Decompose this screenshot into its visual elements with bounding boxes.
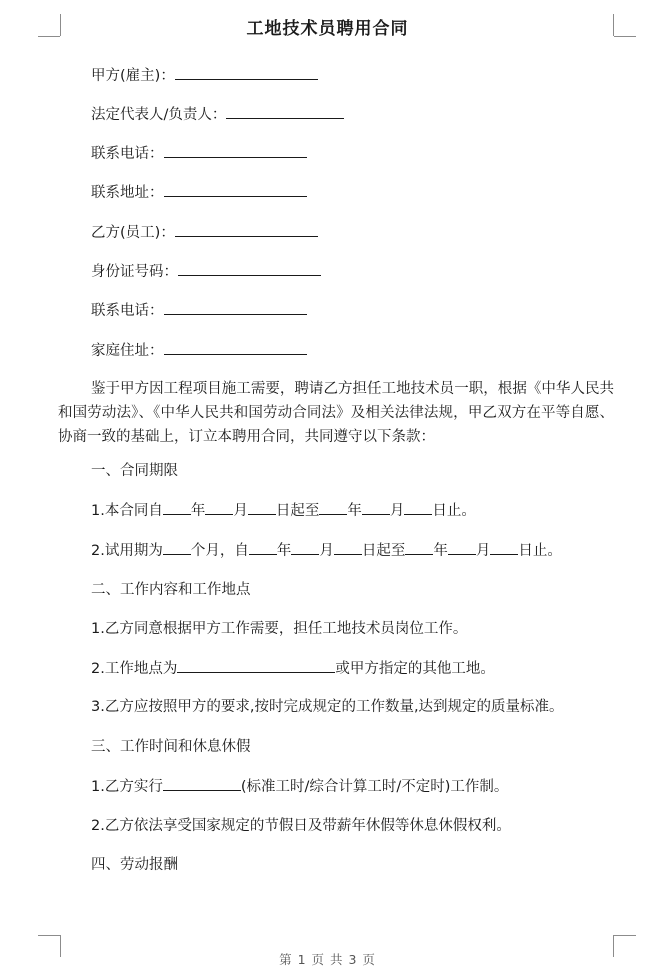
- party-b-blank[interactable]: [175, 222, 318, 237]
- probation-start-month-blank[interactable]: [291, 540, 319, 555]
- clause-1-2: [91, 540, 562, 561]
- clause-3-1: [91, 776, 508, 797]
- address-a-label: 联系地址：: [91, 185, 164, 201]
- clause-1-1: [91, 500, 476, 521]
- clause-1-1-text: 日起至: [275, 503, 320, 519]
- clause-2-2-text: 2.工作地点为: [91, 661, 178, 677]
- legal-rep-label: 法定代表人/负责人：: [91, 107, 227, 123]
- clause-1-2-text: 个月，自: [190, 543, 249, 559]
- clause-1-2-text: 日止。: [518, 543, 562, 559]
- end-month-blank[interactable]: [362, 500, 390, 515]
- clause-1-2-text: 2.试用期为: [91, 543, 163, 559]
- phone-b-blank[interactable]: [164, 300, 307, 315]
- clause-2-3: 3.乙方应按照甲方的要求,按时完成规定的工作数量,达到规定的质量标准。: [91, 699, 564, 715]
- probation-start-day-blank[interactable]: [334, 540, 362, 555]
- document-title: 工地技术员聘用合同: [246, 19, 409, 39]
- clause-2-2-text: 或甲方指定的其他工地。: [335, 661, 495, 677]
- clause-1-1-text: 年: [190, 503, 206, 519]
- phone-a-blank[interactable]: [164, 143, 307, 158]
- probation-end-month-blank[interactable]: [448, 540, 476, 555]
- start-month-blank[interactable]: [205, 500, 233, 515]
- phone-a-field: [91, 143, 307, 164]
- phone-a-label: 联系电话：: [91, 146, 164, 162]
- end-year-blank[interactable]: [319, 500, 347, 515]
- probation-end-day-blank[interactable]: [490, 540, 518, 555]
- start-year-blank[interactable]: [163, 500, 191, 515]
- clause-3-1-text: 1.乙方实行: [91, 779, 163, 795]
- work-location-blank[interactable]: [177, 658, 335, 673]
- legal-rep-field: [91, 104, 344, 125]
- id-number-field: [91, 261, 321, 282]
- address-a-field: [91, 182, 307, 203]
- clause-1-1-text: 1.本合同自: [91, 503, 163, 519]
- clause-1-1-text: 月: [389, 503, 405, 519]
- intro-paragraph: 鉴于甲方因工程项目施工需要，聘请乙方担任工地技术员一职，根据《中华人民共和国劳动法》、《中华人民共和国劳动合同法》及相关法律法规，甲乙双方在平等自愿、协商一致的基础上，订立本聘用合同，共同遵守以下条款：: [58, 381, 614, 445]
- party-b-field: [91, 222, 318, 243]
- party-a-field: [91, 65, 318, 86]
- probation-months-blank[interactable]: [163, 540, 191, 555]
- clause-1-1-text: 日止。: [432, 503, 476, 519]
- section-1-heading: 一、合同期限: [91, 463, 178, 479]
- address-a-blank[interactable]: [164, 182, 307, 197]
- section-3-heading: 三、工作时间和休息休假: [91, 739, 251, 755]
- clause-1-2-text: 年: [276, 543, 292, 559]
- clause-1-1-text: 月: [233, 503, 248, 519]
- party-b-label: 乙方(员工)：: [91, 225, 175, 241]
- id-number-label: 身份证号码：: [91, 264, 178, 280]
- phone-b-label: 联系电话：: [91, 303, 164, 319]
- clause-2-2: [91, 658, 495, 679]
- start-day-blank[interactable]: [248, 500, 276, 515]
- id-number-blank[interactable]: [178, 261, 321, 276]
- clause-1-2-text: 月: [475, 543, 491, 559]
- phone-b-field: [91, 300, 307, 321]
- clause-1-2-text: 日起至: [361, 543, 406, 559]
- probation-start-year-blank[interactable]: [249, 540, 277, 555]
- clause-1-2-text: 年: [433, 543, 448, 559]
- clause-3-2: 2.乙方依法享受国家规定的节假日及带薪年休假等休息休假权利。: [91, 818, 511, 834]
- probation-end-year-blank[interactable]: [405, 540, 433, 555]
- clause-3-1-text: (标准工时/综合计算工时/不定时)工作制。: [240, 779, 509, 795]
- end-day-blank[interactable]: [404, 500, 432, 515]
- clause-1-1-text: 年: [347, 503, 362, 519]
- section-2-heading: 二、工作内容和工作地点: [91, 582, 251, 598]
- page-footer: 第 1 页 共 3 页: [279, 952, 376, 967]
- party-a-blank[interactable]: [175, 65, 318, 80]
- clause-1-2-text: 月: [319, 543, 334, 559]
- home-address-blank[interactable]: [164, 340, 307, 355]
- section-4-heading: 四、劳动报酬: [91, 857, 178, 873]
- clause-2-1: 1.乙方同意根据甲方工作需要，担任工地技术员岗位工作。: [91, 621, 468, 637]
- work-hours-type-blank[interactable]: [163, 776, 241, 791]
- legal-rep-blank[interactable]: [226, 104, 344, 119]
- home-address-label: 家庭住址：: [91, 343, 164, 359]
- home-address-field: [91, 340, 307, 361]
- party-a-label: 甲方(雇主)：: [91, 68, 175, 84]
